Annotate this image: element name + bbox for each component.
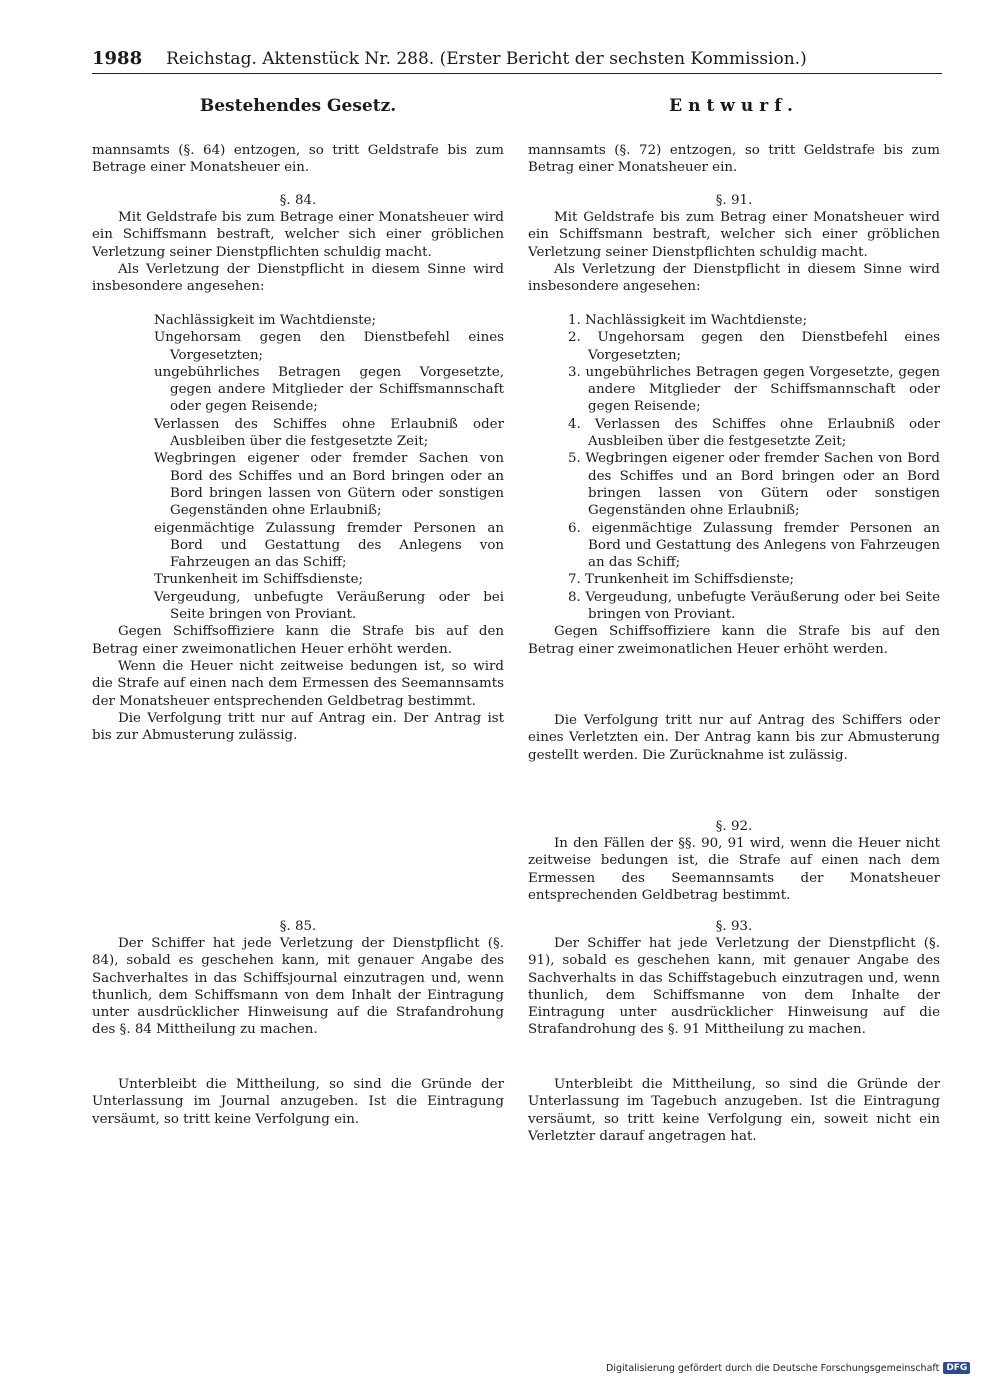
offense-list-right	[528, 312, 940, 623]
list-item: 4. Verlassen des Schiffes ohne Erlaubniß oder Ausbleiben über die festgesetzte Zeit;	[568, 416, 940, 450]
list-item: Nachlässigkeit im Wachtdienste;	[154, 313, 377, 328]
section-92-heading: §. 92.	[715, 819, 753, 834]
section-84-p4: Wenn die Heuer nicht zeitweise bedungen ist, so wird die Strafe auf einen nach dem Ermessen des Seemannsamts der Monatsheuer entsprechenden Geldbetrag bestimmt.	[92, 658, 504, 709]
section-91-p3: Gegen Schiffsoffiziere kann die Strafe bis auf den Betrag einer zweimonatlichen Heuer erhöht werden.	[528, 624, 940, 657]
section-91-list	[528, 312, 940, 658]
right-intro-text: mannsamts (§. 72) entzogen, so tritt Geldstrafe bis zum Betrag einer Monatsheuer ein.	[528, 143, 940, 176]
header-rule	[92, 73, 942, 74]
section-91-p2: Als Verletzung der Dienstpflicht in diesem Sinne wird insbesondere angesehen:	[528, 261, 940, 295]
list-item: 3. ungebührliches Betragen gegen Vorgesetzte, gegen andere Mitglieder der Schiffsmannschaft oder gegen Reisende;	[568, 364, 940, 415]
list-item: 1. Nachlässigkeit im Wachtdienste;	[568, 313, 808, 328]
list-item: ungebührliches Betragen gegen Vorgesetzte, gegen andere Mitglieder der Schiffsmannschaft oder gegen Reisende;	[154, 364, 504, 415]
section-84-list	[92, 312, 504, 744]
section-85-heading: §. 85.	[279, 919, 317, 934]
section-85	[92, 918, 504, 1039]
list-item: Verlassen des Schiffes ohne Erlaubniß oder Ausbleiben über die festgesetzte Zeit;	[154, 416, 504, 450]
list-item: 7. Trunkenheit im Schiffsdienste;	[568, 572, 795, 588]
section-92	[528, 818, 940, 904]
list-item: Vergeudung, unbefugte Veräußerung oder bei Seite bringen von Proviant.	[154, 589, 504, 623]
dfg-logo: DFG	[943, 1362, 970, 1374]
section-85-p2: Unterbleibt die Mittheilung, so sind die Gründe der Unterlassung im Journal anzugeben. Ist die Eintragung versäumt, so tritt keine Verfolgung ein.	[92, 1077, 504, 1127]
section-91-prosecution	[528, 712, 940, 764]
left-column-title: Bestehendes Gesetz.	[199, 96, 397, 116]
right-column-title: Entwurf.	[669, 96, 799, 116]
section-85-second	[92, 1076, 504, 1128]
left-column	[92, 96, 504, 1127]
list-item: Trunkenheit im Schiffsdienste;	[154, 572, 364, 588]
section-93	[528, 918, 940, 1039]
section-91-p4: Die Verfolgung tritt nur auf Antrag des Schiffers oder eines Verletzten ein. Der Antrag kann bis zur Abmusterung gestellt werden. Die Zurücknahme ist zulässig.	[528, 713, 940, 763]
page-number: 1988	[92, 48, 143, 69]
section-85-p1: Der Schiffer hat jede Verletzung der Dienstpflicht (§. 84), sobald es geschehen kann, mit genauer Angabe des Sachverhaltes in das Schiffsjournal einzutragen und, wenn thunlich, dem Schiffsmann von dem Inhalt der Eintragung unter ausdrücklicher Hinweisung auf die Strafandrohung des §. 84 Mittheilung zu machen.	[92, 936, 504, 1038]
credit-text: Digitalisierung gefördert durch die Deutsche Forschungsgemeinschaft	[606, 1362, 940, 1374]
section-84-heading: §. 84.	[279, 193, 317, 208]
left-intro-text: mannsamts (§. 64) entzogen, so tritt Geldstrafe bis zum Betrage einer Monatsheuer ein.	[92, 143, 504, 176]
list-item: 6. eigenmächtige Zulassung fremder Personen an Bord und Gestattung des Anlegens von Fahrzeugen an das Schiff;	[568, 520, 940, 571]
page-header	[92, 48, 942, 70]
list-item: 5. Wegbringen eigener oder fremder Sachen von Bord des Schiffes und an Bord bringen oder an Bord bringen lassen von Gütern oder sonstigen Gegenständen ohne Erlaubniß;	[568, 451, 940, 519]
list-item: 8. Vergeudung, unbefugte Veräußerung oder bei Seite bringen von Proviant.	[568, 589, 940, 623]
section-84	[92, 192, 504, 295]
offense-list-left	[92, 312, 504, 623]
digitization-credit	[606, 1362, 970, 1374]
section-91-p1: Mit Geldstrafe bis zum Betrag einer Monatsheuer wird ein Schiffsmann bestraft, welcher sich einer gröblichen Verletzung seiner Dienstpflichten schuldig macht.	[528, 210, 940, 260]
list-item: Ungehorsam gegen den Dienstbefehl eines Vorgesetzten;	[154, 330, 504, 363]
running-title: Reichstag. Aktenstück Nr. 288. (Erster Bericht der sechsten Kommission.)	[166, 49, 807, 69]
section-84-p3: Gegen Schiffsoffiziere kann die Strafe bis auf den Betrag einer zweimonatlichen Heuer erhöht werden.	[92, 624, 504, 657]
list-item: eigenmächtige Zulassung fremder Personen an Bord und Gestattung des Anlegens von Fahrzeugen an das Schiff;	[154, 520, 504, 571]
left-intro	[92, 142, 504, 177]
section-84-p1: Mit Geldstrafe bis zum Betrage einer Monatsheuer wird ein Schiffsmann bestraft, welcher sich einer gröblichen Verletzung seiner Dienstpflichten schuldig macht.	[92, 210, 504, 260]
section-93-p1: Der Schiffer hat jede Verletzung der Dienstpflicht (§. 91), sobald es geschehen kann, mit genauer Angabe des Sachverhalts in das Schiffstagebuch einzutragen und, wenn thunlich, dem Schiffsmanne von dem Inhalte der Eintragung unter ausdrücklicher Hinweisung auf die Strafandrohung des §. 91 Mittheilung zu machen.	[528, 936, 940, 1038]
list-item: 2. Ungehorsam gegen den Dienstbefehl eines Vorgesetzten;	[568, 330, 940, 363]
section-91	[528, 192, 940, 295]
section-93-heading: §. 93.	[715, 919, 753, 934]
section-84-p5: Die Verfolgung tritt nur auf Antrag ein. Der Antrag ist bis zur Abmusterung zulässig.	[92, 710, 504, 744]
right-column	[528, 96, 940, 1144]
list-item: Wegbringen eigener oder fremder Sachen von Bord des Schiffes und an Bord bringen oder an Bord bringen lassen von Gütern oder sonstigen Gegenständen ohne Erlaubniß;	[154, 451, 504, 519]
section-93-p2: Unterbleibt die Mittheilung, so sind die Gründe der Unterlassung im Tagebuch anzugeben. Ist die Eintragung versäumt, so tritt keine Verfolgung ein, soweit nicht ein Verletzter darauf angetragen hat.	[528, 1077, 940, 1144]
section-84-p2: Als Verletzung der Dienstpflicht in diesem Sinne wird insbesondere angesehen:	[92, 261, 504, 295]
section-93-second	[528, 1076, 940, 1145]
section-91-heading: §. 91.	[715, 193, 753, 208]
right-intro	[528, 142, 940, 177]
section-92-p1: In den Fällen der §§. 90, 91 wird, wenn die Heuer nicht zeitweise bedungen ist, die Strafe auf einen nach dem Ermessen des Seemannsamts der Monatsheuer entsprechenden Geldbetrag bestimmt.	[528, 836, 940, 903]
